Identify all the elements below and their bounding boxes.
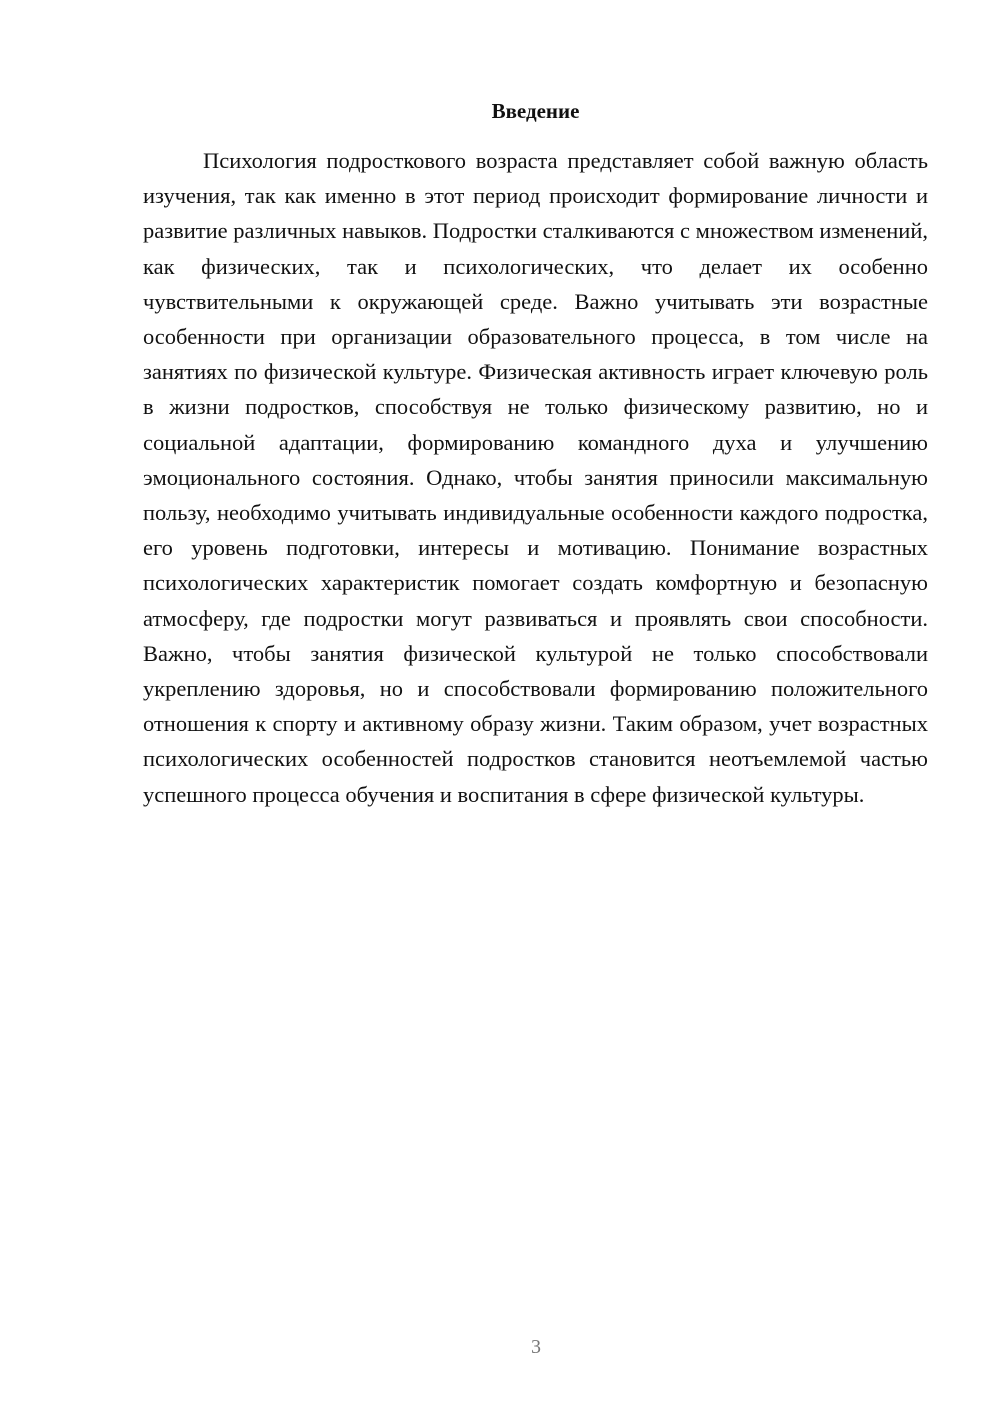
page-number: 3 — [531, 1336, 541, 1358]
section-title: Введение — [491, 99, 580, 123]
body-paragraph: Психология подросткового возраста представляет собой важную область изучения, так как именно в этот период происходит формирование личности и развитие различных навыков. Подростки сталкиваются с множеством изменений, как физических, так и психологических, что делает их особенно чувствительными к окружающей среде. Важно учитывать эти возрастные особенности при организации образовательного процесса, в том числе на занятиях по физической культуре. Физическая активность играет ключевую роль в жизни подростков, способствуя не только физическому развитию, но и социальной адаптации, формированию командного духа и улучшению эмоционального состояния. Однако, чтобы занятия приносили максимальную пользу, необходимо учитывать индивидуальные особенности каждого подростка, его уровень подготовки, интересы и мотивацию. Понимание возрастных психологических характеристик помогает создать комфортную и безопасную атмосферу, где подростки могут развиваться и проявлять свои способности. Важно, чтобы занятия физической культурой не только способствовали укреплению здоровья, но и способствовали формированию положительного отношения к спорту и активному образу жизни. Таким образом, учет возрастных психологических особенностей подростков становится неотъемлемой частью успешного процесса обучения и воспитания в сфере физической культуры. — [143, 148, 928, 807]
